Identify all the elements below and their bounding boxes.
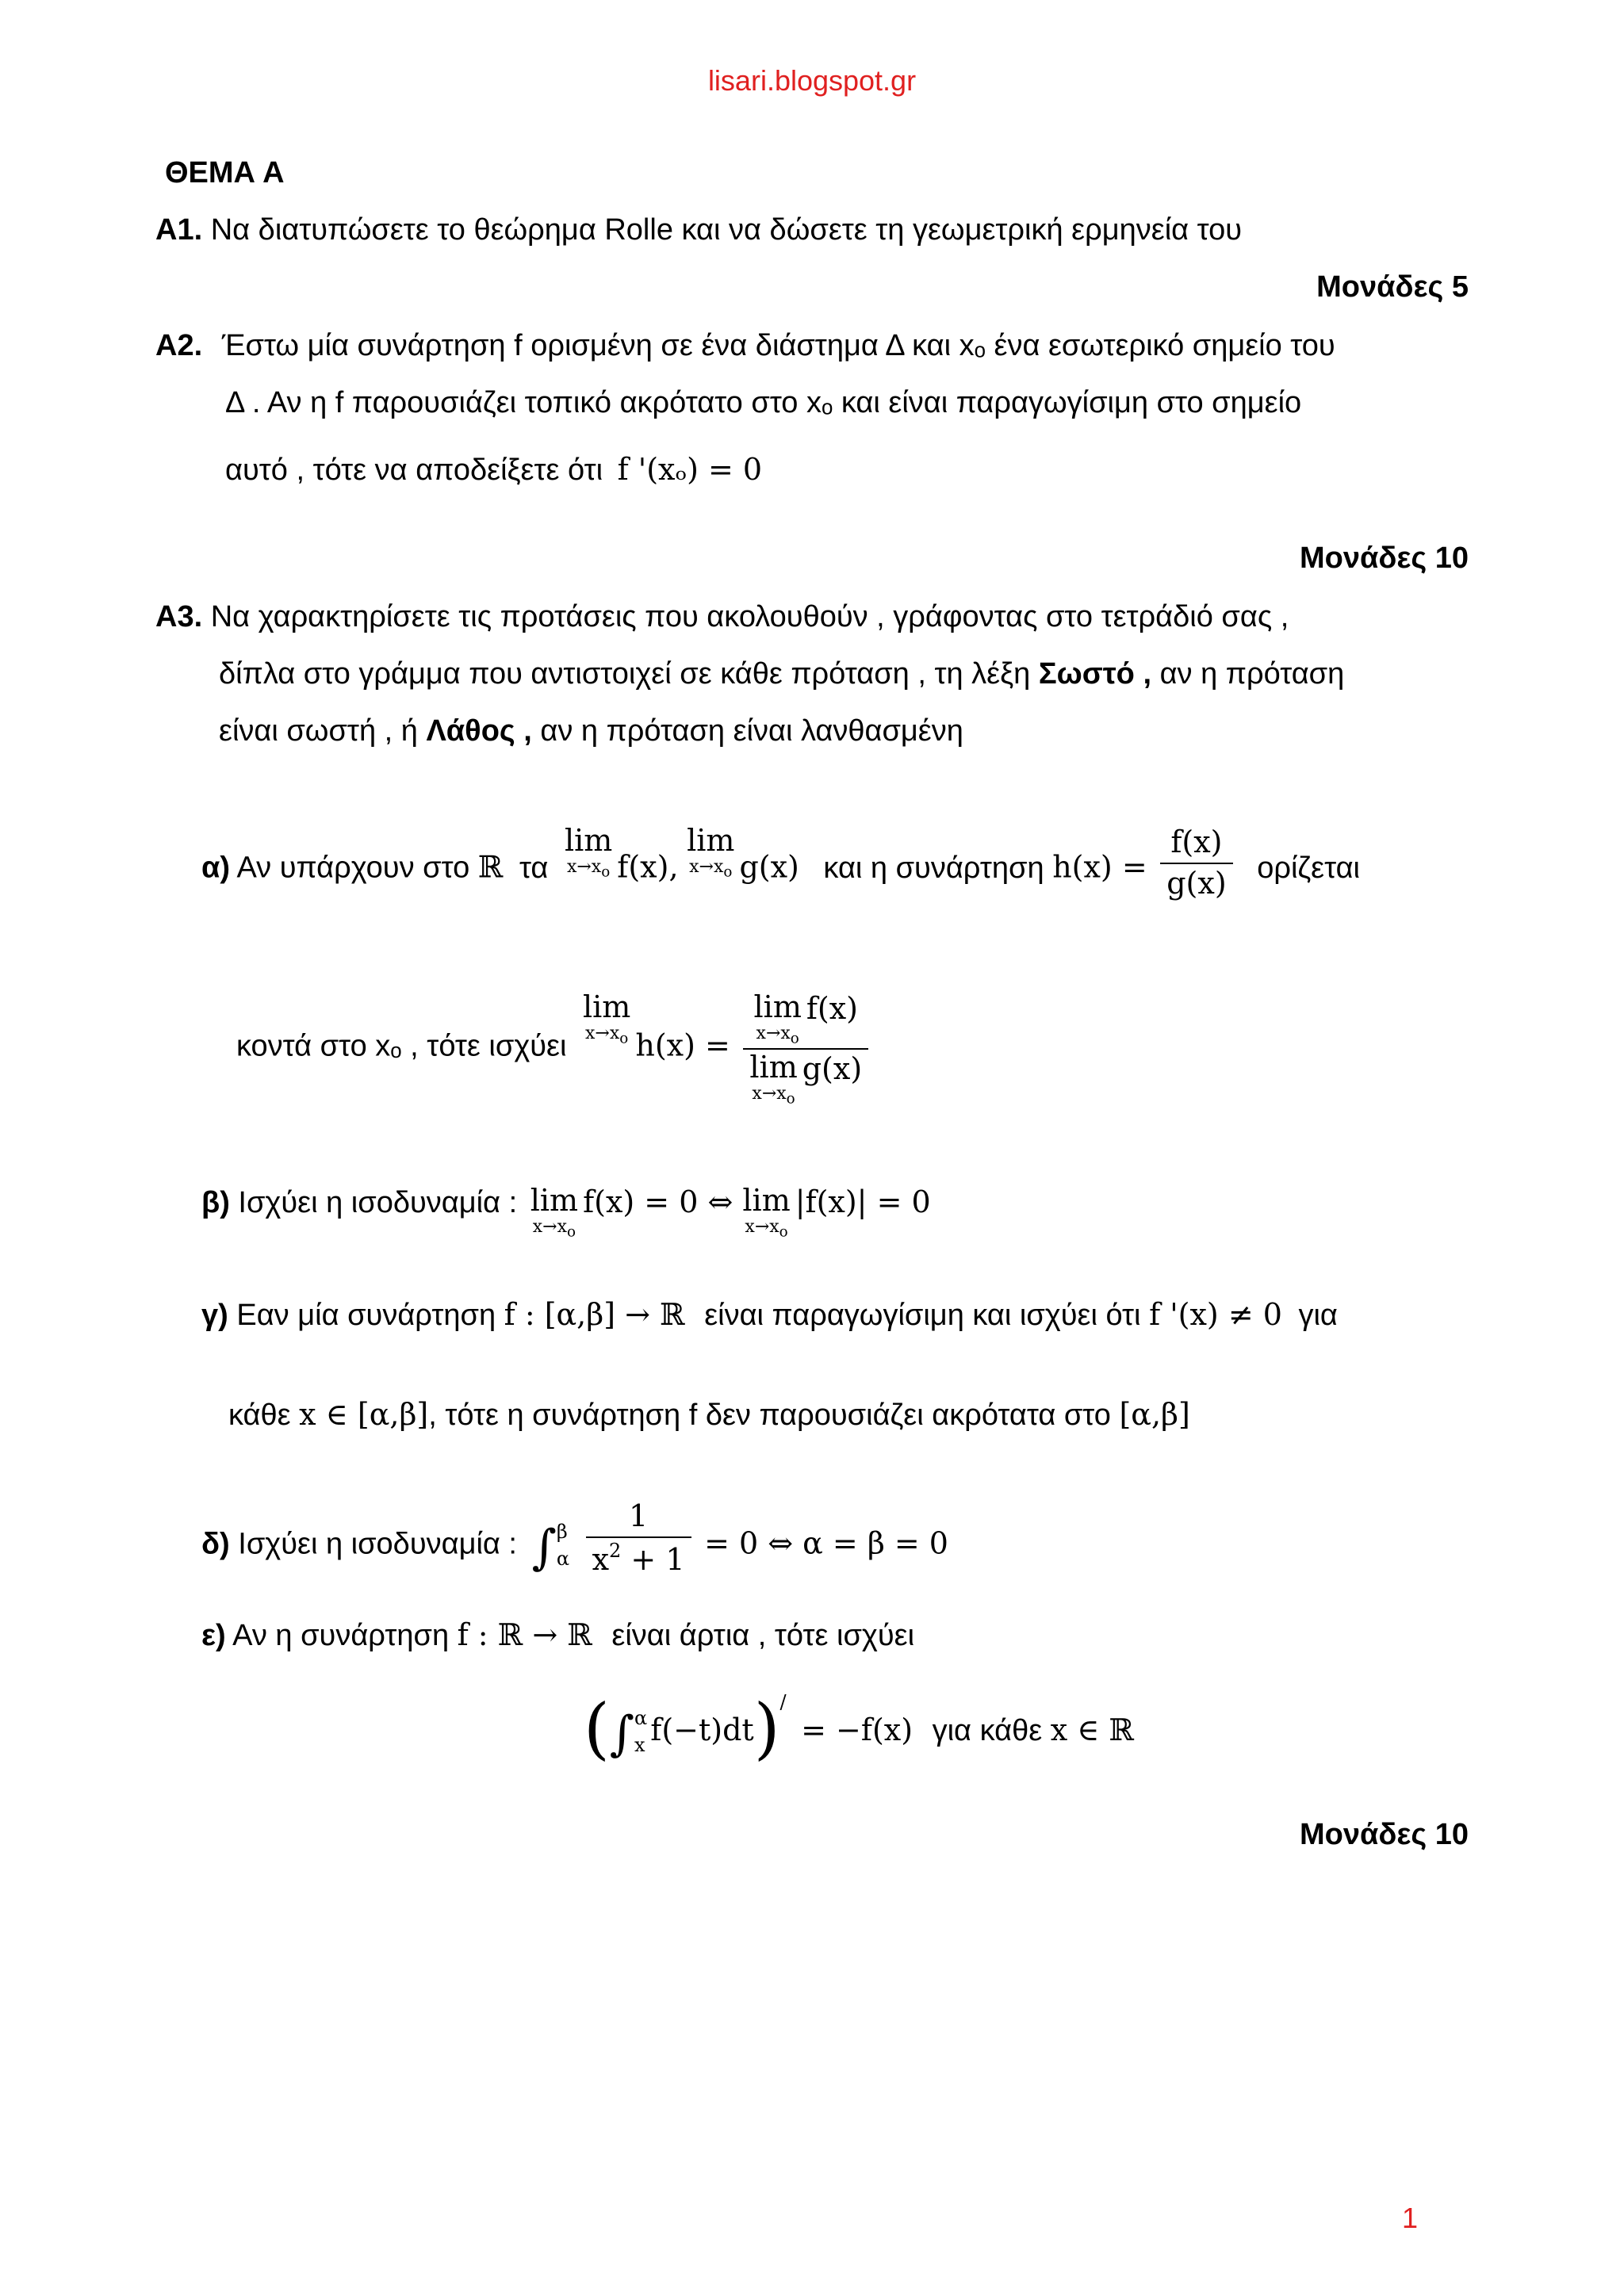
interval-ab: [α,β] [1119, 1397, 1190, 1432]
integral-sign-e: ∫ [609, 1706, 635, 1762]
item-d-label: δ) [201, 1527, 230, 1561]
site-header: lisari.blogspot.gr [707, 64, 917, 97]
reals-symbol: ℝ [477, 849, 504, 885]
a2-points: Μονάδες 10 [1299, 541, 1469, 575]
integrand-e: f(−t)dt [650, 1712, 754, 1747]
abs-f-formula: |f(x)| = 0 [795, 1184, 931, 1219]
close-paren: ) [753, 1689, 780, 1767]
item-a-text3: και η συνάρτηση [823, 851, 1044, 885]
theme-title: ΘΕΜΑ Α [165, 156, 285, 189]
limit-f-b: lim $x\to x_o$ [530, 1183, 579, 1241]
a1-text: Να διατυπώσετε το θεώρημα Rolle και να δώσετε τη γεωμετρική ερμηνεία του [210, 213, 1243, 247]
item-b-formula: f(x) = 0 ⇔ [583, 1184, 743, 1219]
item-c-text1: Εαν μία συνάρτηση [236, 1299, 496, 1332]
item-d [201, 1498, 948, 1578]
item-e-text1: Αν η συνάρτηση [232, 1619, 450, 1652]
a1-points: Μονάδες 5 [1316, 270, 1469, 304]
a2-text-line3: αυτό , τότε να αποδείξετε ότι [225, 453, 603, 487]
item-e-formula [584, 1689, 1134, 1769]
item-c-label: γ) [201, 1299, 228, 1332]
item-b-text: Ισχύει η ισοδυναμία : [238, 1186, 518, 1219]
open-paren: ( [584, 1689, 610, 1767]
item-c-text3: για [1298, 1299, 1338, 1332]
a2-line1 [155, 328, 1335, 365]
prime-mark: / [779, 1691, 787, 1713]
item-d-formula: = 0 ⇔ α = β = 0 [704, 1525, 948, 1561]
integral-limits: β α [556, 1520, 570, 1570]
a1-question [155, 212, 1242, 249]
h-of-x: h(x) = [635, 1027, 730, 1063]
limit-g: lim $x\to x_o$ [687, 823, 735, 881]
h-def: h(x) = [1052, 849, 1147, 885]
x-in-interval: x ∈ [α,β] [299, 1397, 429, 1432]
a3-label: Α3. [155, 600, 203, 633]
a3-points: Μονάδες 10 [1299, 1818, 1469, 1851]
integrand: $\frac{1}{x^2 + 1}$ [586, 1498, 691, 1578]
item-a-text1: Αν υπάρχουν στο [236, 851, 470, 885]
a3-line2-post: αν η πρόταση [1159, 657, 1345, 691]
limit-abs-f: lim $x\to x_o$ [742, 1183, 791, 1241]
item-b [201, 1184, 931, 1240]
item-e-text3: για κάθε [932, 1714, 1043, 1747]
wrong-word: Λάθος , [426, 714, 532, 748]
item-d-text: Ισχύει η ισοδυναμία : [238, 1527, 517, 1561]
result-formula: = −f(x) [801, 1712, 914, 1747]
x-in-reals: x ∈ ℝ [1050, 1712, 1135, 1747]
a3-line3-pre: είναι σωστή , ή [219, 714, 418, 748]
item-a-text4: ορίζεται [1257, 851, 1360, 885]
item-c-line1 [201, 1297, 1338, 1334]
a2-text-line1: Έστω μία συνάρτηση f ορισμένη σε ένα διάστημα Δ και xₒ ένα εσωτερικό σημείο του [221, 329, 1335, 362]
a3-line2 [219, 656, 1344, 693]
a2-label: Α2. [155, 329, 203, 362]
a1-label: Α1. [155, 213, 203, 247]
limit-f: lim $x\to x_o$ [564, 823, 613, 881]
integral-limits-e: α x [634, 1707, 648, 1756]
item-a-line1 [201, 825, 1360, 901]
a2-line3 [225, 452, 762, 489]
limit-g-den: lim $x\to x_o$ [749, 1050, 798, 1108]
a3-line1 [155, 599, 1289, 636]
function-map: f : [α,β] → ℝ [504, 1297, 685, 1332]
item-c-text5: , τότε η συνάρτηση f δεν παρουσιάζει ακρότατα στο [428, 1399, 1111, 1432]
item-a-line2 [236, 991, 873, 1108]
a2-formula: f '(xₒ) = 0 [617, 452, 763, 487]
even-function-map: f : ℝ → ℝ [457, 1617, 592, 1652]
f-of-x: f(x), [617, 849, 679, 885]
derivative-nonzero: f '(x) ≠ 0 [1149, 1297, 1282, 1332]
item-c-text4: κάθε [228, 1399, 291, 1432]
a3-text-line1: Να χαρακτηρίσετε τις προτάσεις που ακολουθούν , γράφοντας στο τετράδιό σας , [210, 600, 1289, 633]
item-a-text5: κοντά στο xₒ , τότε ισχύει [236, 1029, 567, 1063]
integral-sign: ∫ [531, 1519, 557, 1575]
limit-quotient: lim $x\to x_o$ f(x) lim $x\to x_o$ g(x) [743, 991, 868, 1108]
item-e-text2: είναι άρτια , τότε ισχύει [611, 1619, 915, 1652]
h-fraction: $\frac{f(x)}{g(x)}$ [1160, 825, 1232, 901]
a3-line3 [219, 714, 963, 750]
item-b-label: β) [201, 1186, 230, 1219]
item-a-label: α) [201, 851, 231, 885]
a2-line2: Δ . Αν η f παρουσιάζει τοπικό ακρότατο στο xₒ και είναι παραγωγίσιμη στο σημείο [225, 386, 1302, 419]
g-of-x: g(x) [739, 849, 799, 885]
page-number: 1 [1401, 2202, 1418, 2234]
limit-f-num: lim $x\to x_o$ [753, 989, 802, 1047]
item-e-label: ε) [201, 1619, 226, 1652]
item-c-line2 [228, 1397, 1190, 1434]
item-a-text2: τα [519, 851, 549, 885]
a3-line3-post: αν η πρόταση είναι λανθασμένη [540, 714, 963, 748]
a3-line2-pre: δίπλα στο γράμμα που αντιστοιχεί σε κάθε πρόταση , τη λέξη [219, 657, 1031, 691]
item-c-text2: είναι παραγωγίσιμη και ισχύει ότι [704, 1299, 1141, 1332]
item-e-line1 [201, 1617, 914, 1655]
correct-word: Σωστό , [1038, 657, 1152, 691]
limit-h: lim $x\to x_o$ [583, 989, 631, 1047]
